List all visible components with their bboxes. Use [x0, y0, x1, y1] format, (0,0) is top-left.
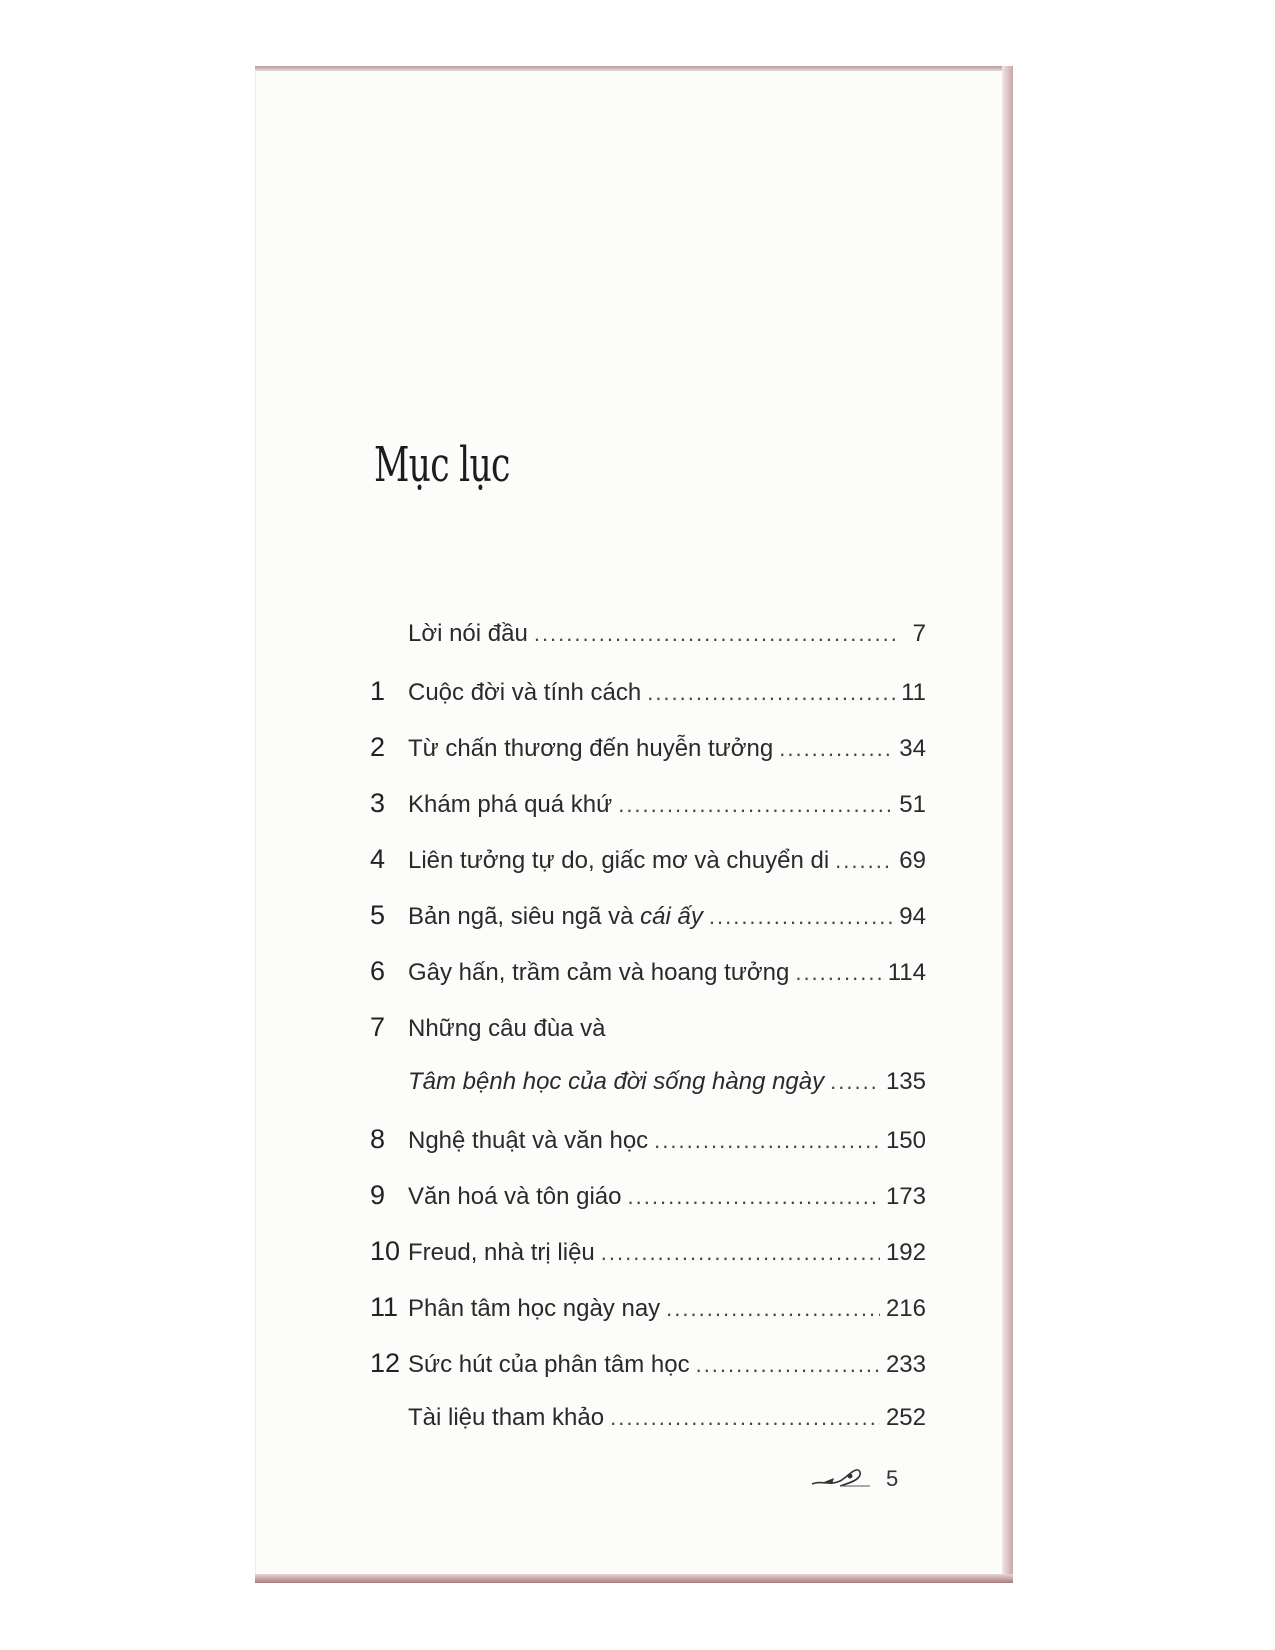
page-edge-right — [1002, 66, 1013, 1583]
toc-label-plain: Bản ngã, siêu ngã và — [408, 903, 641, 930]
page-footer — [810, 1462, 898, 1496]
toc-number: 2 — [370, 732, 386, 762]
table-of-contents — [370, 620, 926, 1460]
toc-entry-references — [370, 1404, 926, 1460]
toc-entry-7 — [370, 1012, 926, 1124]
toc-page-number: 7 — [912, 620, 926, 647]
toc-leader-dots — [795, 960, 881, 986]
toc-page-number: 192 — [885, 1239, 926, 1266]
toc-leader-dots — [647, 680, 895, 706]
page-edge-top — [255, 66, 1013, 71]
toc-leader-dots — [628, 1184, 880, 1210]
toc-entry-11 — [370, 1292, 926, 1348]
toc-page-number: 11 — [901, 679, 926, 706]
toc-number: 11 — [370, 1292, 399, 1322]
toc-label: Cuộc đời và tính cách — [408, 679, 642, 706]
toc-number: 4 — [370, 844, 386, 874]
toc-page-number: 150 — [885, 1127, 926, 1154]
toc-entry-9 — [370, 1180, 926, 1236]
toc-label-italic: cái ấy — [640, 903, 703, 930]
toc-entry-preface — [370, 620, 926, 676]
toc-label — [408, 903, 703, 931]
toc-label: Gây hấn, trầm cảm và hoang tưởng — [408, 959, 790, 986]
toc-leader-dots — [835, 848, 893, 874]
toc-entry-8 — [370, 1124, 926, 1180]
toc-number: 8 — [370, 1124, 386, 1154]
toc-number: 6 — [370, 956, 386, 986]
toc-leader-dots — [696, 1352, 880, 1378]
toc-entry-5 — [370, 900, 926, 956]
toc-number: 5 — [370, 900, 386, 930]
toc-leader-dots — [779, 736, 893, 762]
toc-number: 12 — [370, 1348, 401, 1378]
page-title: Mục lục — [374, 437, 510, 494]
pen-sketch-icon — [810, 1462, 874, 1496]
toc-leader-dots — [534, 621, 898, 647]
toc-entry-4 — [370, 844, 926, 900]
toc-number: 9 — [370, 1180, 386, 1210]
toc-label: Văn hoá và tôn giáo — [408, 1183, 622, 1210]
toc-page-number: 114 — [887, 959, 926, 986]
toc-entry-10 — [370, 1236, 926, 1292]
toc-label: Liên tưởng tự do, giấc mơ và chuyển di — [408, 847, 830, 874]
toc-page-number: 252 — [885, 1404, 926, 1431]
page-edge-bottom — [255, 1574, 1013, 1583]
toc-leader-dots — [830, 1069, 880, 1095]
toc-leader-dots — [666, 1296, 880, 1322]
toc-entry-3 — [370, 788, 926, 844]
toc-number: 10 — [370, 1236, 401, 1266]
toc-entry-1 — [370, 676, 926, 732]
toc-label-line2: Tâm bệnh học của đời sống hàng ngày — [408, 1068, 825, 1095]
toc-label-line1: Những câu đùa và — [408, 1015, 606, 1042]
toc-page-number: 34 — [899, 735, 926, 762]
toc-leader-dots — [654, 1128, 880, 1154]
toc-label: Lời nói đầu — [408, 620, 528, 647]
toc-page-number: 135 — [885, 1068, 926, 1095]
toc-page-number: 69 — [899, 847, 926, 874]
toc-number: 7 — [370, 1012, 386, 1042]
toc-entry-2 — [370, 732, 926, 788]
toc-number: 3 — [370, 788, 386, 818]
toc-label: Nghệ thuật và văn học — [408, 1127, 649, 1154]
toc-leader-dots — [709, 904, 893, 930]
toc-leader-dots — [618, 792, 893, 818]
toc-label: Khám phá quá khứ — [408, 791, 613, 818]
toc-leader-dots — [601, 1240, 880, 1266]
toc-page-number: 173 — [885, 1183, 926, 1210]
toc-page-number: 94 — [899, 903, 926, 930]
toc-entry-6 — [370, 956, 926, 1012]
toc-leader-dots — [610, 1405, 880, 1431]
toc-label: Từ chấn thương đến huyễn tưởng — [408, 735, 774, 762]
page-number: 5 — [886, 1466, 899, 1491]
toc-label: Tài liệu tham khảo — [408, 1404, 605, 1431]
toc-label: Sức hút của phân tâm học — [408, 1351, 690, 1378]
toc-page-number: 51 — [899, 791, 926, 818]
toc-label: Phân tâm học ngày nay — [408, 1295, 661, 1322]
toc-page-number: 216 — [885, 1295, 926, 1322]
toc-label: Freud, nhà trị liệu — [408, 1239, 595, 1266]
toc-entry-12 — [370, 1348, 926, 1404]
toc-page-number: 233 — [885, 1351, 926, 1378]
toc-number: 1 — [370, 676, 386, 706]
